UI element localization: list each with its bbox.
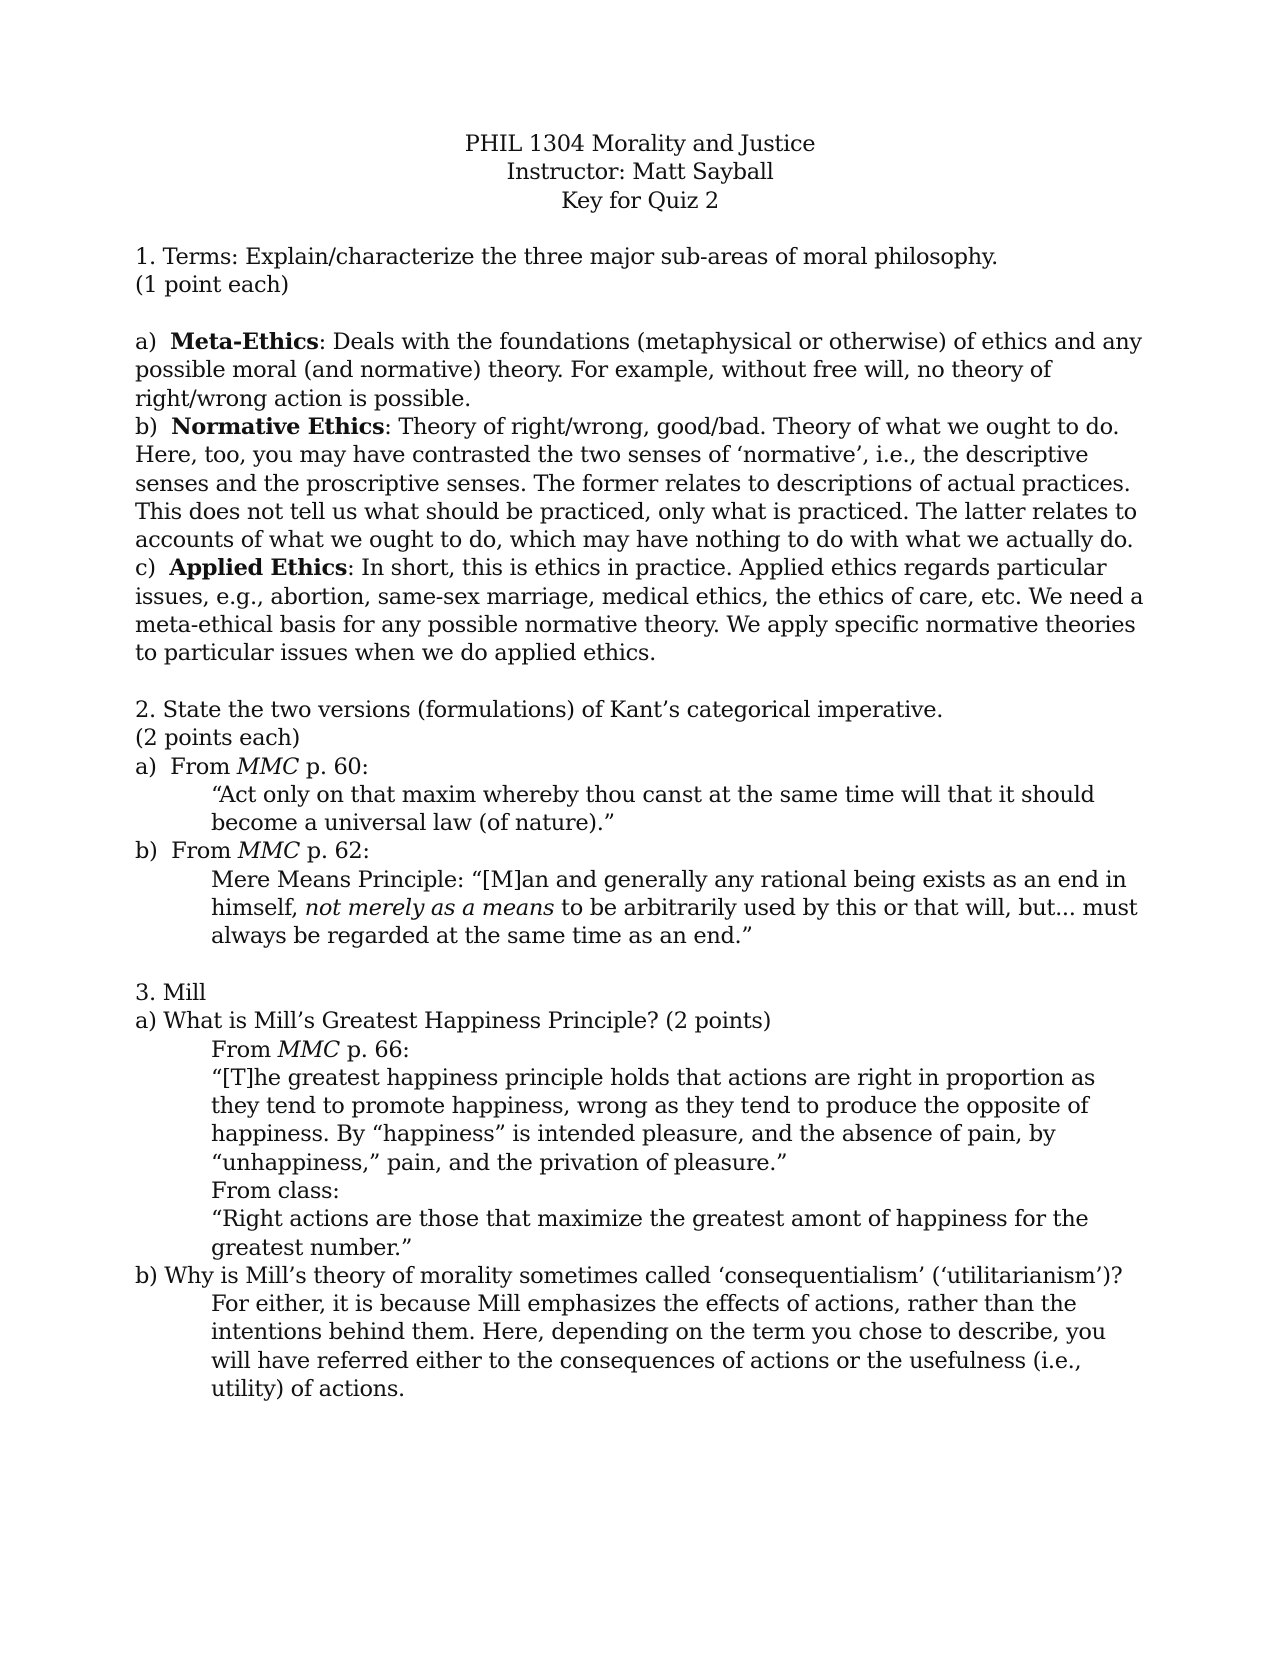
q2-b-source-line — [135, 837, 1145, 865]
header — [135, 130, 1145, 215]
q1-b-term: Normative Ethics — [171, 413, 385, 440]
q1-answer-c — [135, 554, 1145, 667]
instructor-line: Instructor: Matt Sayball — [506, 159, 774, 186]
course-title: PHIL 1304 Morality and Justice — [464, 131, 816, 157]
q2-b-quote-end: to be arbitrarily used by this or that will, but... must always be regarded at the same time as an end.” — [211, 895, 1138, 950]
q1-b-label: b) — [135, 413, 172, 440]
q1-a-label: a) — [135, 329, 171, 356]
q2-b-quote — [135, 866, 1145, 951]
q2-points: (2 points each) — [135, 725, 300, 752]
q3-a-quote: “[T]he greatest happiness principle holds that actions are right in proportion as they tend to promote happiness, wrong as they tend to produce the opposite of happiness. By “happiness” is intended pleasure, and the absence of pain, by “unhappiness,” pain, and the privation of pleasure.” — [211, 1064, 1096, 1176]
question-1 — [135, 243, 1145, 667]
q3-b-answer: For either, it is because Mill emphasizes the effects of actions, rather than the intentions behind them. Here, depending on the term you chose to describe, you will have referred either to the consequences of actions or the usefulness (i.e., utility) of actions. — [211, 1291, 1106, 1403]
document-title: Key for Quiz 2 — [561, 187, 719, 214]
question-3 — [135, 979, 1145, 1403]
q1-points: (1 point each) — [135, 272, 289, 299]
q3-a-from: From — [211, 1036, 278, 1063]
q2-a-source-line — [135, 753, 1145, 781]
q3-a-prompt: a) What is Mill’s Greatest Happiness Principle? (2 points) — [135, 1008, 772, 1035]
q1-a-text: : Deals with the foundations (metaphysical or otherwise) of ethics and any possible moral (and normative) theory. For example, without free will, no theory of right/wrong action is possible. — [135, 329, 1142, 412]
q3-a-class-quote: “Right actions are those that maximize the greatest amont of happiness for the greatest number.” — [211, 1206, 1089, 1261]
q2-b-quote-italic: not merely as a means — [304, 895, 555, 922]
q2-b-quote-start: Mere Means Principle: “[M]an and generally any rational being exists as an end in himself, — [211, 866, 1127, 922]
q2-a-page: p. 60: — [299, 753, 369, 780]
q2-b-source: MMC — [237, 838, 300, 865]
question-2 — [135, 696, 1145, 951]
q1-c-label: c) — [135, 555, 170, 582]
q2-a-label: a) From — [135, 753, 237, 780]
q1-prompt: 1. Terms: Explain/characterize the three major sub-areas of moral philosophy. — [135, 244, 998, 271]
q1-b-text: : Theory of right/wrong, good/bad. Theory of what we ought to do. Here, too, you may have contrasted the two senses of ‘normative’, i.e., the descriptive senses and the proscriptive senses. The former relates to descriptions of actual practices. This does not tell us what should be practiced, only what is practiced. The latter relates to accounts of what we ought to do, which may have nothing to do with what we actually do. — [135, 413, 1137, 554]
q1-c-text: : In short, this is ethics in practice. Applied ethics regards particular issues, e.g., abortion, same-sex marriage, medical ethics, the ethics of care, etc. We need a meta-ethical basis for any possible normative theory. We apply specific normative theories to particular issues when we do applied ethics. — [135, 555, 1144, 667]
q2-a-source: MMC — [236, 753, 299, 780]
q2-a-quote: “Act only on that maxim whereby thou canst at the same time will that it should become a universal law (of nature).” — [211, 781, 1095, 837]
q1-answer-b — [135, 413, 1145, 554]
q3-heading: 3. Mill — [135, 979, 206, 1006]
q1-c-term: Applied Ethics — [169, 555, 348, 582]
q1-answer-a — [135, 328, 1145, 413]
q1-a-term: Meta-Ethics — [170, 329, 319, 356]
quiz-key-page — [135, 130, 1145, 1403]
q3-b-prompt: b) Why is Mill’s theory of morality sometimes called ‘consequentialism’ (‘utilitarianism’)? — [135, 1262, 1123, 1289]
q3-a-page: p. 66: — [339, 1036, 410, 1063]
q3-a-source-line — [135, 1036, 1145, 1064]
q2-b-page: p. 62: — [300, 838, 370, 865]
q2-prompt: 2. State the two versions (formulations) of Kant’s categorical imperative. — [135, 696, 944, 723]
q2-b-label: b) From — [135, 838, 238, 865]
q3-a-class-label: From class: — [211, 1177, 340, 1204]
q3-a-source: MMC — [277, 1036, 340, 1063]
